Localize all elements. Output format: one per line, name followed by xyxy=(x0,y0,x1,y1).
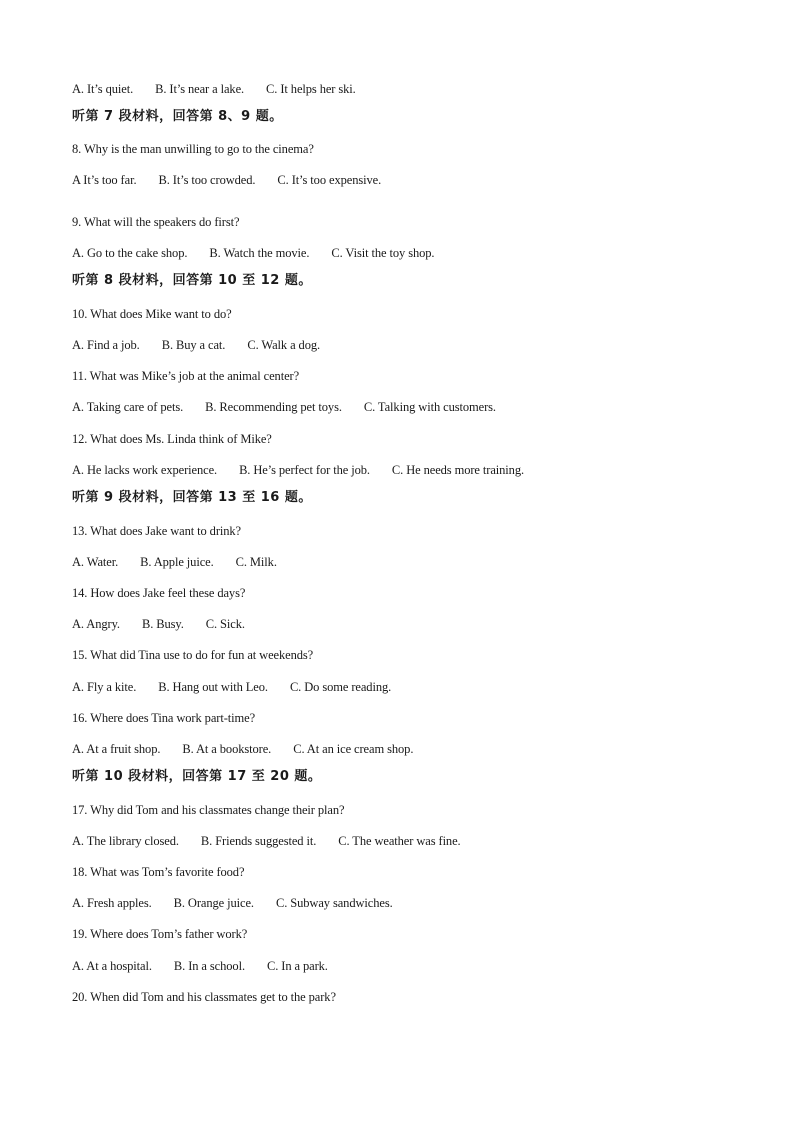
answer-option: C. He needs more training. xyxy=(391,463,524,477)
answer-option: A It’s too far. xyxy=(72,173,137,187)
answer-option: A. Taking care of pets. xyxy=(72,400,184,414)
question-text: 18. What was Tom’s favorite food? xyxy=(72,865,245,879)
answer-options xyxy=(72,616,245,632)
answer-option: B. Watch the movie. xyxy=(209,246,310,260)
answer-option: A. The library closed. xyxy=(72,834,179,848)
answer-option: A. Angry. xyxy=(72,617,120,631)
answer-options xyxy=(72,741,413,757)
answer-options xyxy=(72,337,320,353)
answer-option: B. Buy a cat. xyxy=(161,338,226,352)
answer-option: C. The weather was fine. xyxy=(338,834,461,848)
question-text: 11. What was Mike’s job at the animal center? xyxy=(72,369,300,383)
question-text: 15. What did Tina use to do for fun at weekends? xyxy=(72,648,314,662)
answer-option: C. Milk. xyxy=(235,555,277,569)
question-text: 16. Where does Tina work part-time? xyxy=(72,711,256,725)
answer-option: C. Sick. xyxy=(205,617,245,631)
section-heading: 听第 9 段材料，回答第 13 至 16 题。 xyxy=(72,490,312,505)
answer-option: A. Go to the cake shop. xyxy=(72,246,188,260)
question-text: 10. What does Mike want to do? xyxy=(72,307,232,321)
answer-option: B. It’s too crowded. xyxy=(158,173,256,187)
question-text: 20. When did Tom and his classmates get to the park? xyxy=(72,990,336,1004)
answer-options xyxy=(72,462,524,478)
question-text: 8. Why is the man unwilling to go to the cinema? xyxy=(72,142,314,156)
question-text: 13. What does Jake want to drink? xyxy=(72,524,241,538)
section-heading: 听第 8 段材料，回答第 10 至 12 题。 xyxy=(72,273,312,288)
answer-options xyxy=(72,833,461,849)
section-heading: 听第 7 段材料，回答第 8、9 题。 xyxy=(72,109,283,124)
question-text: 12. What does Ms. Linda think of Mike? xyxy=(72,432,272,446)
question-text: 14. How does Jake feel these days? xyxy=(72,586,246,600)
answer-option: B. Orange juice. xyxy=(173,896,254,910)
answer-option: A. He lacks work experience. xyxy=(72,463,218,477)
answer-options xyxy=(72,895,393,911)
answer-option: A. At a fruit shop. xyxy=(72,742,161,756)
answer-option: B. Recommending pet toys. xyxy=(205,400,342,414)
answer-option: C. Subway sandwiches. xyxy=(275,896,393,910)
answer-option: A. At a hospital. xyxy=(72,959,152,973)
answer-options xyxy=(72,554,277,570)
answer-option: C. It’s too expensive. xyxy=(277,173,382,187)
answer-option: C. Talking with customers. xyxy=(363,400,496,414)
answer-options xyxy=(72,958,328,974)
answer-options xyxy=(72,399,496,415)
answer-options xyxy=(72,679,391,695)
answer-option: B. At a bookstore. xyxy=(182,742,272,756)
answer-option: B. It’s near a lake. xyxy=(155,82,245,96)
answer-option: A. Fresh apples. xyxy=(72,896,152,910)
answer-option: A. Find a job. xyxy=(72,338,140,352)
answer-option: A. Fly a kite. xyxy=(72,680,137,694)
answer-option: B. He’s perfect for the job. xyxy=(239,463,370,477)
answer-option: C. Walk a dog. xyxy=(247,338,321,352)
answer-option: B. Busy. xyxy=(141,617,184,631)
answer-option: C. At an ice cream shop. xyxy=(293,742,414,756)
question-text: 17. Why did Tom and his classmates change their plan? xyxy=(72,803,345,817)
answer-option: B. Hang out with Leo. xyxy=(158,680,268,694)
answer-option: B. In a school. xyxy=(173,959,245,973)
answer-option: B. Friends suggested it. xyxy=(200,834,317,848)
question-text: 9. What will the speakers do first? xyxy=(72,215,240,229)
answer-option: C. Do some reading. xyxy=(289,680,392,694)
answer-option: C. In a park. xyxy=(266,959,328,973)
answer-option: B. Apple juice. xyxy=(140,555,214,569)
answer-option: A. It’s quiet. xyxy=(72,82,134,96)
question-text: 19. Where does Tom’s father work? xyxy=(72,927,248,941)
answer-options xyxy=(72,245,434,261)
answer-option: A. Water. xyxy=(72,555,119,569)
answer-option: C. Visit the toy shop. xyxy=(331,246,435,260)
section-heading: 听第 10 段材料，回答第 17 至 20 题。 xyxy=(72,769,322,784)
answer-option: C. It helps her ski. xyxy=(266,82,356,96)
answer-options xyxy=(72,81,356,97)
answer-options xyxy=(72,172,381,188)
